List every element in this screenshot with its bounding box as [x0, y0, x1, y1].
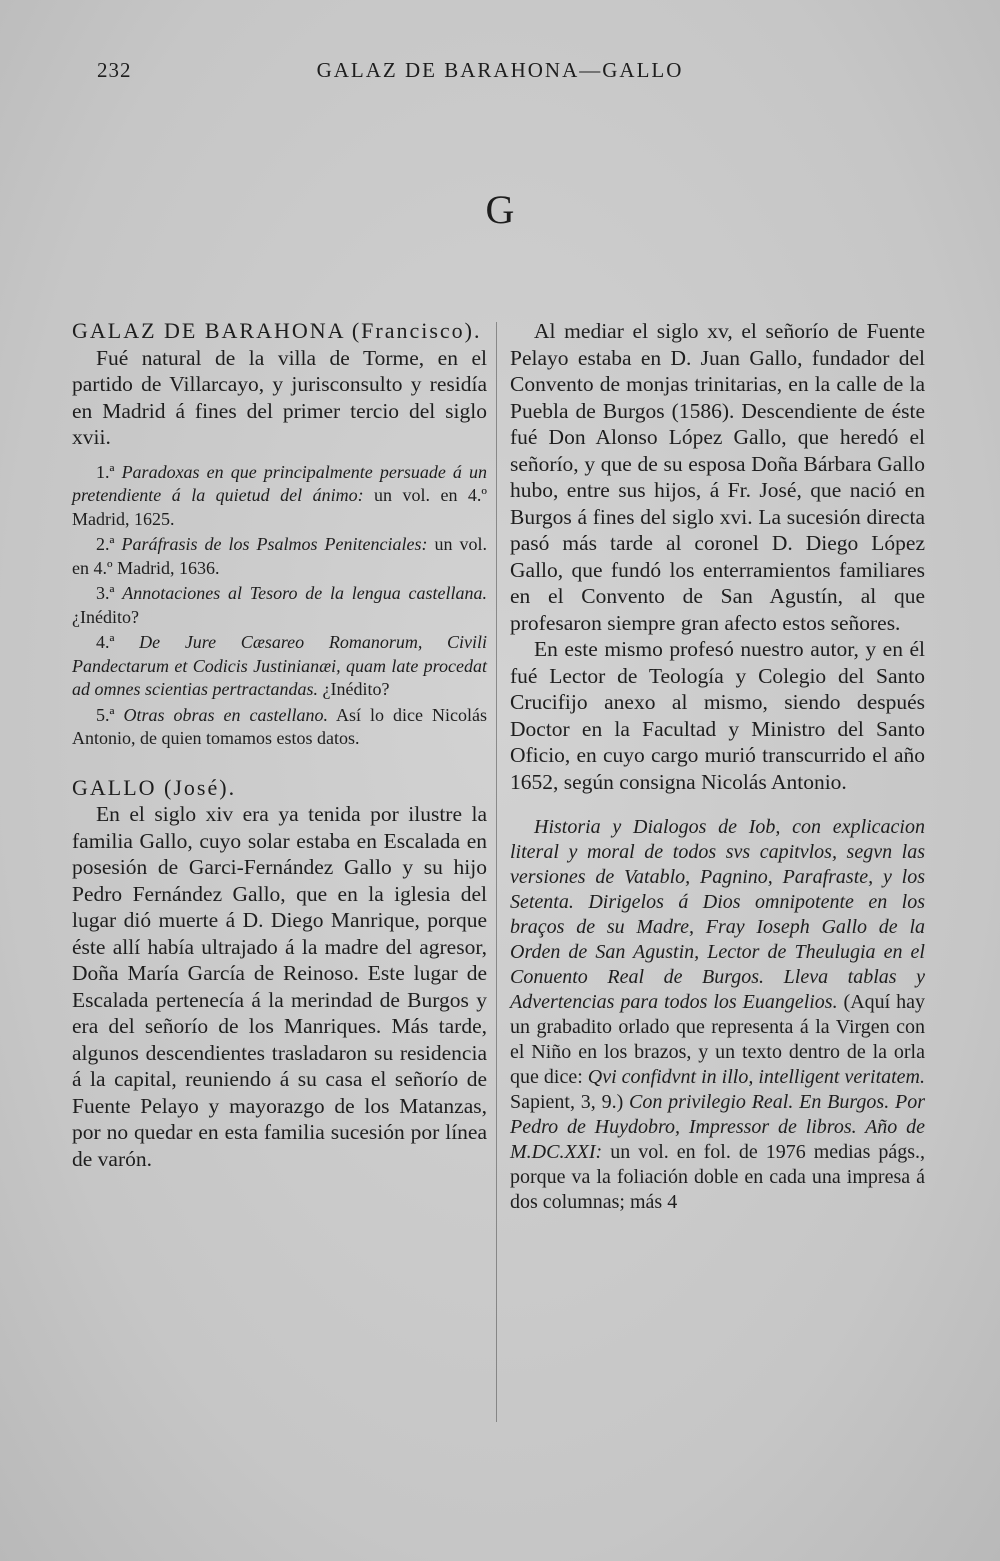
right-column: [510, 318, 925, 1215]
section-letter: G: [485, 187, 515, 232]
paragraph: Al mediar el siglo xv, el señorío de Fuente Pelayo estaba en D. Juan Gallo, fundador del Convento de monjas trinitarias, en la calle de la Puebla de Burgos (1586). Descendiente de éste fué Don Alonso López Gallo, que heredó el señorío, y que de su esposa Doña Bárbara Gallo hubo, entre sus hijos, á Fr. José, que nació en Burgos á fines del siglo xvi. La sucesión directa pasó más tarde al coronel D. Diego López Gallo, que fundó los enterramientos familiares en el Convento de San Agustín, al que profesaron siempre gran afecto estos señores.: [510, 319, 925, 635]
entry-body-gallo: En el siglo xiv era ya tenida por ilustre la familia Gallo, cuyo solar estaba en Escalada en posesión de Garci-Fernández Gallo y su hijo Pedro Fernández Gallo, que en la iglesia del lugar dió muerte á D. Diego Manrique, porque éste allí había ultrajado á la madre del agresor, Doña María García de Reinoso. Este lugar de Escalada pertenecía á la merindad de Burgos y era del señorío de los Manriques. Más tarde, algunos descendientes trasladaron su residencia á la capital, reuniendo á su casa el señorío de Fuente Pelayo y mayorazgo de los Matanzas, por no quedar en esta familia sucesión por línea de varón.: [72, 802, 487, 1171]
work-title: Otras obras en castellano.: [123, 704, 328, 725]
page-number: 232: [97, 58, 132, 82]
biblio-imprint: Con privilegio Real. En Burgos. Por Pedro de Huydobro, Impressor de libros. Año de M.DC.XXI:: [510, 1091, 925, 1163]
works-list: [72, 461, 487, 751]
work-item-3: [72, 582, 487, 629]
bibliographic-entry: [510, 815, 925, 1215]
work-title: Annotaciones al Tesoro de la lengua castellana.: [122, 583, 488, 603]
paragraph: En este mismo profesó nuestro autor, y en él fué Lector de Teología y Colegio del Santo Crucifijo anexo al mismo, siendo después Doctor en la Facultad y Ministro del Santo Oficio, en cuyo cargo murió transcurrido el año 1652, según consigna Nicolás Antonio.: [510, 637, 925, 794]
work-item-2: [72, 533, 487, 580]
work-item-4: [72, 631, 487, 702]
entry-heading-galaz: GALAZ DE BARAHONA (Francisco).: [72, 318, 482, 343]
work-item-1: [72, 461, 487, 532]
entry-heading-gallo: GALLO (José).: [72, 774, 237, 800]
biblio-description: un vol. en fol. de 1976 medias págs., porque va la foliación doble en cada una impresa á dos columnas; más 4: [510, 1141, 925, 1213]
work-number: 5.ª: [96, 704, 115, 725]
biblio-title: Historia y Dialogos de Iob, con explicacion literal y moral de todos svs capitvlos, segvn las versiones de Vatablo, Pagnino, Parafraste, y los Setenta. Dirigelos á Dios omnipotente en los braços de su Madre, Fray Ioseph Gallo de la Orden de San Agustin, Lector de Theulugia en el Conuento Real de Burgos. Lleva tablas y Advertencias para todos los Euangelios.: [510, 816, 925, 1013]
biblio-note: (Aquí hay un grabadito orlado que representa á la Virgen con el Niño en los brazos, y un texto dentro de la orla que dice:: [510, 991, 926, 1088]
work-details: un vol. en 4.º Madrid, 1636.: [72, 534, 488, 578]
work-number: 2.ª: [96, 534, 115, 554]
running-header: [0, 58, 1000, 88]
work-number: 4.ª: [96, 632, 115, 652]
work-details: ¿Inédito?: [322, 679, 390, 699]
biblio-citation: Sapient, 3, 9.): [510, 1091, 624, 1113]
biblio-motto: Qvi confidvnt in illo, intelligent veritatem.: [587, 1066, 925, 1088]
work-details: ¿Inédito?: [72, 606, 139, 627]
work-title: Paráfrasis de los Psalmos Penitenciales:: [121, 534, 428, 554]
work-item-5: [72, 704, 487, 751]
work-title: De Jure Cæsareo Romanorum, Civili Pandectarum et Codicis Justinianæi, quam late procedat ad omnes scientias pertractandas.: [72, 632, 487, 699]
entry-bio-galaz: Fué natural de la villa de Torme, en el partido de Villarcayo, y jurisconsulto y residía en Madrid á fines del primer tercio del siglo xvii.: [72, 345, 487, 449]
work-details: un vol. en 4.º Madrid, 1625.: [72, 485, 487, 529]
work-number: 1.ª: [96, 461, 115, 482]
work-title: Paradoxas en que principalmente persuade á un pretendiente á la quietud del ánimo:: [72, 461, 488, 505]
work-number: 3.ª: [96, 583, 115, 603]
left-column: [72, 318, 487, 1172]
work-details: Así lo dice Nicolás Antonio, de quien tomamos estos datos.: [72, 704, 487, 748]
column-divider: [496, 322, 497, 1422]
running-title: GALAZ DE BARAHONA—GALLO: [316, 58, 684, 82]
